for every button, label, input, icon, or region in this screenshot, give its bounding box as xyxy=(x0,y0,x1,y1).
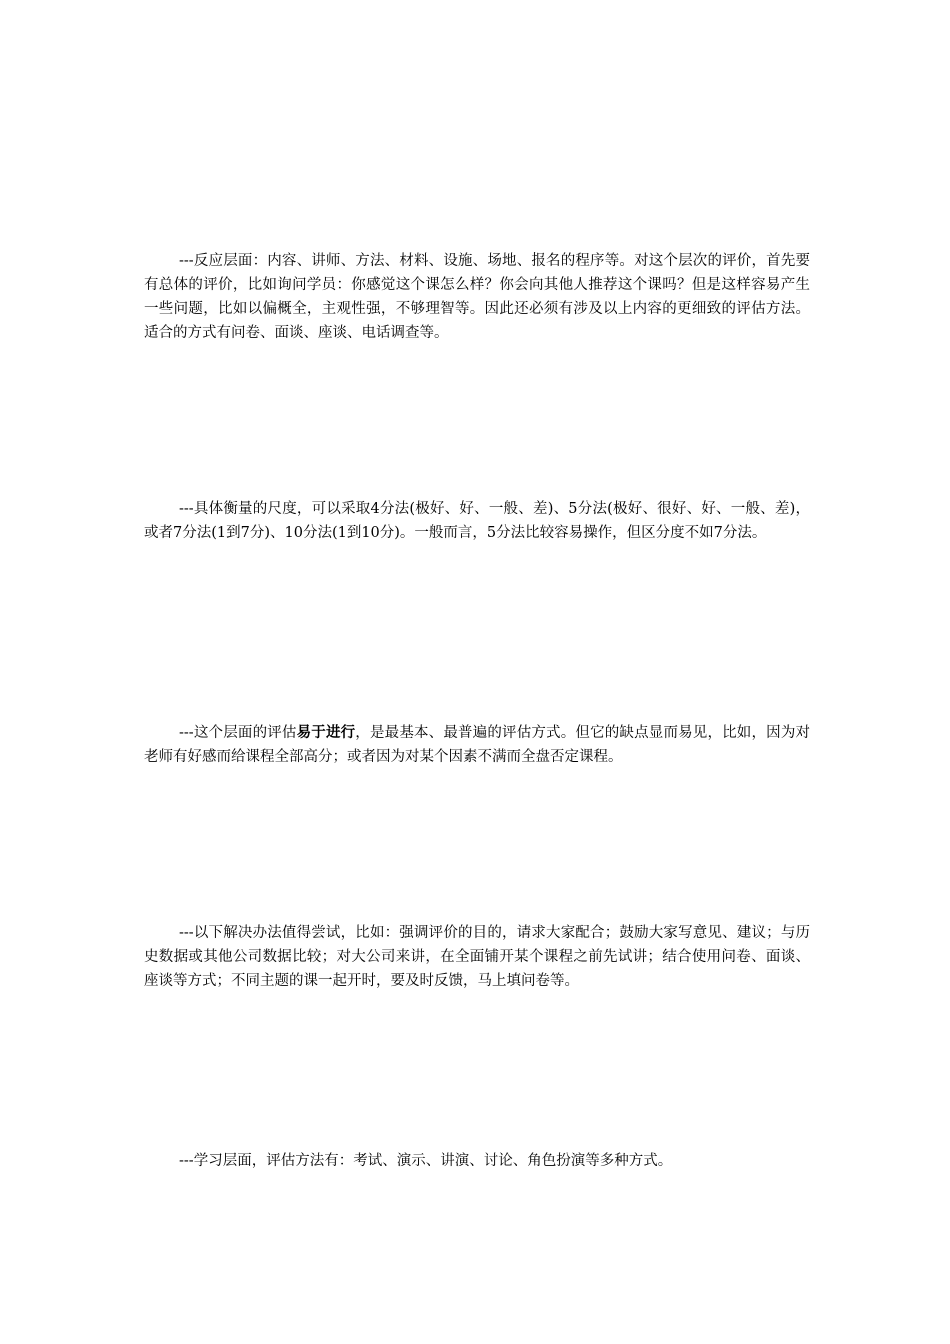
paragraph-text: ---以下解决办法值得尝试，比如：强调评价的目的，请求大家配合；鼓励大家写意见、建议；与历史数据或其他公司数据比较；对大公司来讲，在全面铺开某个课程之前先试讲；结合使用问卷、面谈、座谈等方式；不同主题的课一起开时，要及时反馈，马上填问卷等。 xyxy=(144,925,810,989)
paragraph-solutions xyxy=(144,921,810,993)
paragraph-text-after: ，是最基本、最普遍的评估方式。但它的缺点显而易见，比如，因为对老师有好感而给课程全部高分；或者因为对某个因素不满而全盘否定课程。 xyxy=(144,725,811,765)
paragraph-measurement-scale xyxy=(144,497,810,545)
paragraph-learning-level xyxy=(144,1149,810,1173)
paragraph-text: ---学习层面，评估方法有：考试、演示、讲演、讨论、角色扮演等多种方式。 xyxy=(179,1153,673,1169)
paragraph-text: ---反应层面：内容、讲师、方法、材料、设施、场地、报名的程序等。对这个层次的评价，首先要有总体的评价，比如询问学员：你感觉这个课怎么样？你会向其他人推荐这个课吗？但是这样容易产生一些问题，比如以偏概全，主观性强，不够理智等。因此还必须有涉及以上内容的更细致的评估方法。适合的方式有问卷、面谈、座谈、电话调查等。 xyxy=(144,253,810,341)
bold-phrase: 易于进行 xyxy=(296,725,356,741)
paragraph-text-before: ---这个层面的评估 xyxy=(179,725,297,741)
paragraph-text: ---具体衡量的尺度，可以采取4分法(极好、好、一般、差)、5分法(极好、很好、好、一般、差)，或者7分法(1到7分)、10分法(1到10分)。一般而言，5分法比较容易操作，但区分度不如7分法。 xyxy=(144,501,810,541)
paragraph-evaluation-ease xyxy=(144,721,810,769)
paragraph-reaction-level xyxy=(144,249,810,345)
